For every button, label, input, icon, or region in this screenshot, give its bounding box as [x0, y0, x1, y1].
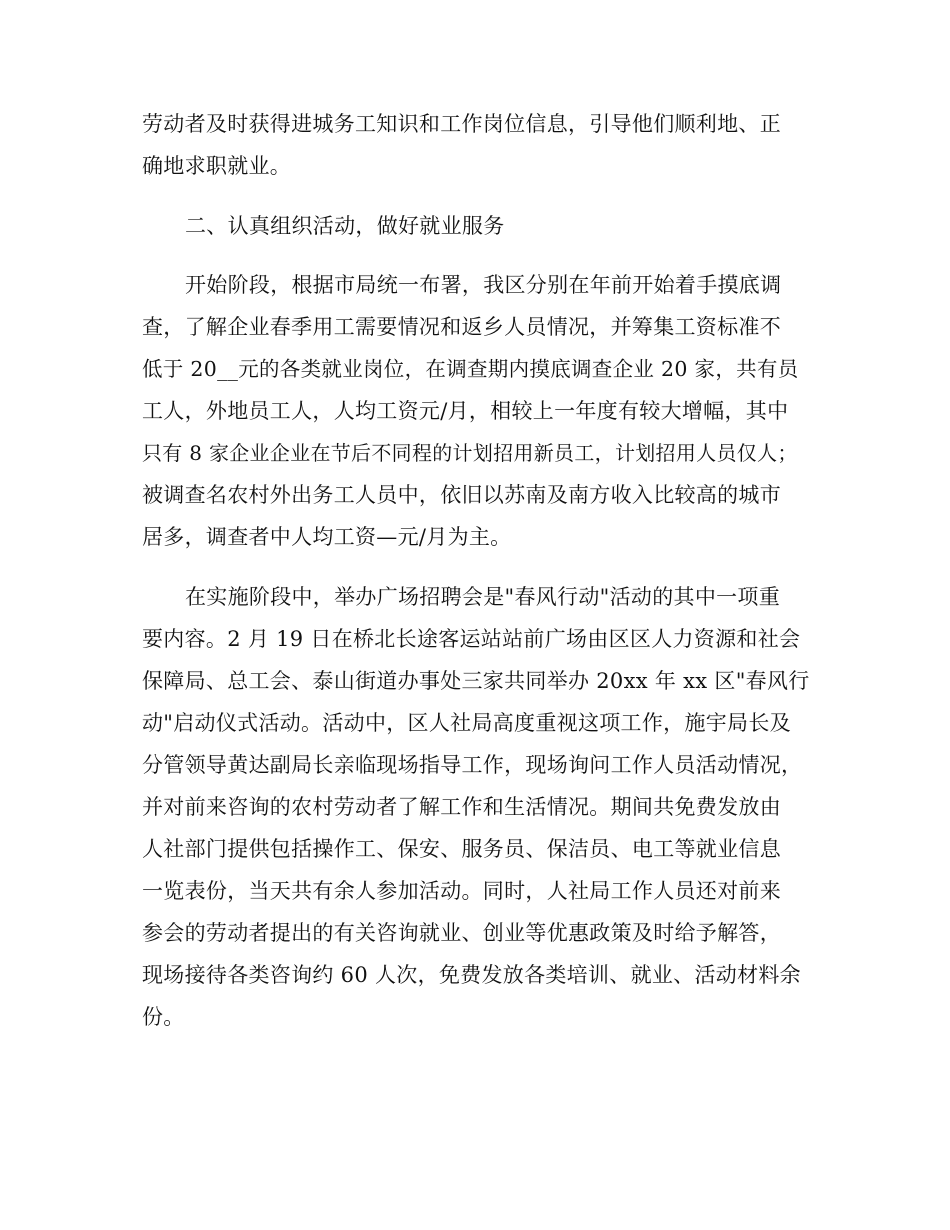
paragraph-line: 确地求职就业。 [142, 154, 292, 178]
paragraph-line: 保障局、总工会、泰山街道办事处三家共同举办 20xx 年 xx 区"春风行 [142, 669, 810, 693]
paragraph-line: 工人，外地员工人，人均工资元/月，相较上一年度有较大增幅，其中 [142, 399, 789, 423]
paragraph-line: 查，了解企业春季用工需要情况和返乡人员情况，并筹集工资标准不 [142, 315, 781, 339]
paragraph-line: 现场接待各类咨询约 60 人次，免费发放各类培训、就业、活动材料余 [142, 963, 801, 987]
paragraph-line: 参会的劳动者提出的有关咨询就业、创业等优惠政策及时给予解答， [142, 921, 781, 945]
paragraph-line: 要内容。2 月 19 日在桥北长途客运站站前广场由区区人力资源和社会 [142, 627, 801, 651]
paragraph-line: 一览表份，当天共有余人参加活动。同时，人社局工作人员还对前来 [142, 879, 781, 903]
paragraph-line: 分管领导黄达副局长亲临现场指导工作，现场询问工作人员活动情况， [142, 753, 803, 777]
paragraph-line: 劳动者及时获得进城务工知识和工作岗位信息，引导他们顺利地、正 [142, 112, 781, 136]
paragraph-line: 动"启动仪式活动。活动中，区人社局高度重视这项工作，施宇局长及 [142, 711, 791, 735]
paragraph-line: 被调查名农村外出务工人员中，依旧以苏南及南方收入比较高的城市 [142, 483, 781, 507]
paragraph-line: 居多，调查者中人均工资—元/月为主。 [142, 525, 512, 549]
paragraph-line: 在实施阶段中，举办广场招聘会是"春风行动"活动的其中一项重 [185, 585, 781, 609]
paragraph-line: 人社部门提供包括操作工、保安、服务员、保洁员、电工等就业信息 [142, 837, 781, 861]
section-heading: 二、认真组织活动，做好就业服务 [185, 214, 505, 238]
paragraph-line: 份。 [142, 1005, 185, 1029]
paragraph-line: 并对前来咨询的农村劳动者了解工作和生活情况。期间共免费发放由 [142, 795, 781, 819]
paragraph-line: 只有 8 家企业企业在节后不同程的计划招用新员工，计划招用人员仅人； [142, 441, 798, 465]
paragraph-line: 开始阶段，根据市局统一布署，我区分别在年前开始着手摸底调 [185, 273, 782, 297]
paragraph-line: 低于 20__元的各类就业岗位，在调查期内摸底调查企业 20 家，共有员 [142, 357, 799, 381]
